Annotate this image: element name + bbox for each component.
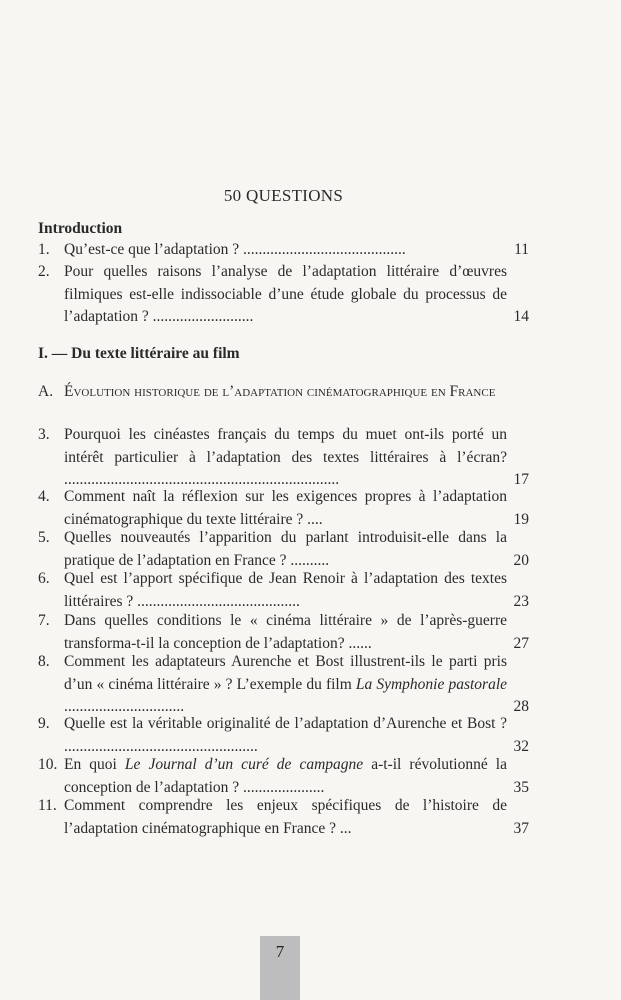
entry-text: Dans quelles conditions le « cinéma littéraire » de l’après-guerre transforma-t-il la conception de l’adaptation? ...... xyxy=(64,612,507,652)
subsection-heading xyxy=(38,382,529,401)
entry-page-number: 27 xyxy=(513,634,529,652)
entry-number: 3. xyxy=(38,426,50,443)
entry-page-number: 28 xyxy=(513,698,529,715)
entry-text: Qu’est-ce que l’adaptation ? .......................................... xyxy=(64,241,406,258)
entry-page-number: 37 xyxy=(513,819,529,837)
section-heading-part-one: I. — Du texte littéraire au film xyxy=(38,345,240,362)
entry-number: 4. xyxy=(38,488,50,505)
entry-number: 10. xyxy=(38,756,58,773)
entry-number: 1. xyxy=(38,241,50,258)
entry-page-number: 17 xyxy=(513,471,529,488)
entry-text: Quelles nouveautés l’apparition du parlant introduisit-elle dans la pratique de l’adaptation en France ? .......... xyxy=(64,529,507,569)
entry-text: Comment les adaptateurs Aurenche et Bost illustrent-ils le parti pris d’un « cinéma littéraire » ? L’exemple du film La Symphonie pastorale ............................... xyxy=(64,653,508,715)
entry-text: Pour quelles raisons l’analyse de l’adaptation littéraire d’œuvres filmiques est-elle indissociable d’une étude globale du processus de l’adaptation ? .......................... xyxy=(64,263,507,325)
entry-number: 5. xyxy=(38,529,50,546)
toc-entry xyxy=(38,610,529,655)
section-heading-introduction: Introduction xyxy=(38,220,123,237)
entry-number: 2. xyxy=(38,263,50,280)
entry-page-number: 20 xyxy=(513,551,529,569)
toc-entry xyxy=(38,486,529,531)
page-number: 7 xyxy=(275,942,285,961)
toc-entry xyxy=(38,754,529,799)
toc-entry xyxy=(38,239,529,262)
film-title: La Symphonie pastorale xyxy=(355,675,508,693)
entry-number: 7. xyxy=(38,612,50,629)
subsection-title: Évolution historique de l’adaptation cinématographique en France xyxy=(64,383,496,400)
entry-page-number: 14 xyxy=(513,308,529,325)
entry-number: 8. xyxy=(38,653,50,670)
entry-text: En quoi Le Journal d’un curé de campagne a-t-il révolutionné la conception de l’adaptation ? ..................... xyxy=(64,756,507,796)
entry-page-number: 19 xyxy=(513,510,529,528)
entry-page-number: 32 xyxy=(513,737,529,755)
entry-number: 9. xyxy=(38,715,50,732)
page-title: 50 QUESTIONS xyxy=(223,186,344,205)
entry-page-number: 35 xyxy=(513,778,529,796)
toc-entry xyxy=(38,424,529,492)
entry-number: 6. xyxy=(38,570,50,587)
toc-entry xyxy=(38,651,529,719)
entry-text: Pourquoi les cinéastes français du temps du muet ont-ils porté un intérêt particulier à l’adaptation des textes littéraires à l’écran? ....................................................................... xyxy=(64,426,507,488)
entry-number: 11. xyxy=(38,797,57,814)
film-title: Le Journal d’un curé de campagne xyxy=(124,756,364,773)
subsection-letter: A. xyxy=(38,383,54,400)
toc-entry xyxy=(38,713,529,758)
entry-text: Quel est l’apport spécifique de Jean Renoir à l’adaptation des textes littéraires ? .......................................... xyxy=(64,570,507,610)
entry-text: Comment comprendre les enjeux spécifiques de l’histoire de l’adaptation cinématographique en France ? ... xyxy=(64,797,507,837)
toc-entry xyxy=(38,527,529,572)
entry-text: Quelle est la véritable originalité de l’adaptation d’Aurenche et Bost ? .................................................. xyxy=(64,715,507,755)
entry-page-number: 11 xyxy=(514,241,529,258)
entry-page-number: 23 xyxy=(513,592,529,610)
entry-text: Comment naît la réflexion sur les exigences propres à l’adaptation cinématographique du texte littéraire ? .... xyxy=(64,488,507,528)
toc-entry xyxy=(38,261,529,329)
toc-entry xyxy=(38,568,529,613)
toc-entry xyxy=(38,795,529,840)
